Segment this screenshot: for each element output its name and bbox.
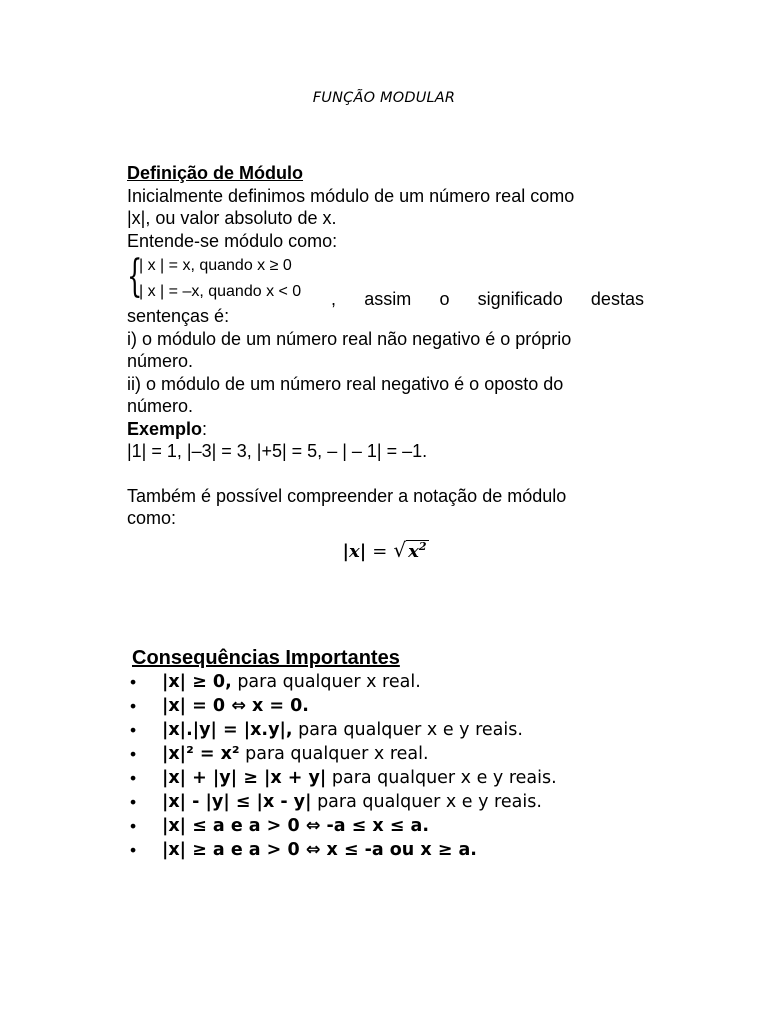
bullet-icon: • xyxy=(130,816,137,836)
bullet-icon: • xyxy=(130,696,137,716)
formula-lhs: |x| xyxy=(342,540,367,562)
item-bold: |x| ≥ a e a > 0 ⇔ x ≤ -a ou x ≥ a. xyxy=(162,840,477,860)
item-bold: |x|.|y| = |x.y|, xyxy=(162,720,293,740)
continuation-word: o xyxy=(439,289,450,309)
bullet-icon: • xyxy=(130,744,137,764)
left-brace-icon: { xyxy=(127,251,143,302)
list-item xyxy=(132,670,692,694)
item-i-line-1: i) o módulo de um número real não negativo é o próprio xyxy=(127,328,572,349)
example-colon: : xyxy=(202,418,208,439)
piecewise-definition xyxy=(127,251,644,309)
bullet-icon: • xyxy=(130,792,137,812)
formula-equals: = xyxy=(372,540,388,562)
list-item xyxy=(132,718,692,742)
sqrt-formula xyxy=(127,536,644,564)
list-item xyxy=(132,790,692,814)
list-item xyxy=(132,814,692,838)
definition-line-2: |x|, ou valor absoluto de x. xyxy=(127,208,337,228)
continuation-line xyxy=(331,288,644,311)
example-line xyxy=(127,418,644,441)
bullet-icon: • xyxy=(130,672,137,692)
list-item xyxy=(132,742,692,766)
list-item xyxy=(132,694,692,718)
also-line-2: como: xyxy=(127,508,177,528)
case-negative: | x | = –x, quando x < 0 xyxy=(139,283,302,300)
sqrt-icon: √ xyxy=(393,537,407,562)
sentences-line: sentenças é: xyxy=(127,306,230,326)
item-bold: |x| - |y| ≤ |x - y| xyxy=(162,792,312,812)
definition-section xyxy=(127,162,644,563)
item-rest: para qualquer x e y reais. xyxy=(311,792,542,812)
formula-radicand xyxy=(406,540,428,562)
item-ii-line-2: número. xyxy=(127,396,194,416)
item-rest: para qualquer x e y reais. xyxy=(292,720,523,740)
document-title: FUNÇÃO MODULAR xyxy=(312,90,456,106)
continuation-word: , xyxy=(331,289,337,309)
definition-line-1: Inicialmente definimos módulo de um número real como xyxy=(127,185,575,206)
list-item xyxy=(132,838,692,862)
item-rest: para qualquer x e y reais. xyxy=(326,768,557,788)
continuation-word: destas xyxy=(590,289,644,309)
item-rest: para qualquer x real. xyxy=(231,672,421,692)
consequences-heading: Consequências Importantes xyxy=(132,647,400,669)
bullet-icon: • xyxy=(130,768,137,788)
continuation-word: significado xyxy=(477,289,563,309)
definition-heading: Definição de Módulo xyxy=(127,163,304,183)
also-line-1: Também é possível compreender a notação de módulo xyxy=(127,485,567,506)
example-text: |1| = 1, |–3| = 3, |+5| = 5, – | – 1| = –1. xyxy=(127,441,428,461)
formula-exponent: 2 xyxy=(418,539,427,553)
definition-line-3: Entende-se módulo como: xyxy=(127,230,338,251)
item-bold: |x| + |y| ≥ |x + y| xyxy=(162,768,327,788)
item-rest: para qualquer x real. xyxy=(239,744,429,764)
continuation-word: assim xyxy=(364,289,412,309)
list-item xyxy=(132,766,692,790)
formula-base: x xyxy=(408,540,419,562)
item-bold: |x| ≤ a e a > 0 ⇔ -a ≤ x ≤ a. xyxy=(162,816,429,836)
bullet-icon: • xyxy=(130,840,137,860)
item-bold: |x| ≥ 0, xyxy=(162,672,232,692)
item-i-line-2: número. xyxy=(127,351,194,371)
item-ii-line-1: ii) o módulo de um número real negativo é o oposto do xyxy=(127,373,564,394)
item-bold: |x| = 0 ⇔ x = 0. xyxy=(162,696,309,716)
bullet-icon: • xyxy=(130,720,137,740)
item-bold: |x|² = x² xyxy=(162,744,240,764)
consequences-section xyxy=(132,646,692,862)
case-nonnegative: | x | = x, quando x ≥ 0 xyxy=(139,257,292,274)
example-label: Exemplo xyxy=(127,418,203,439)
consequences-list xyxy=(132,670,692,862)
